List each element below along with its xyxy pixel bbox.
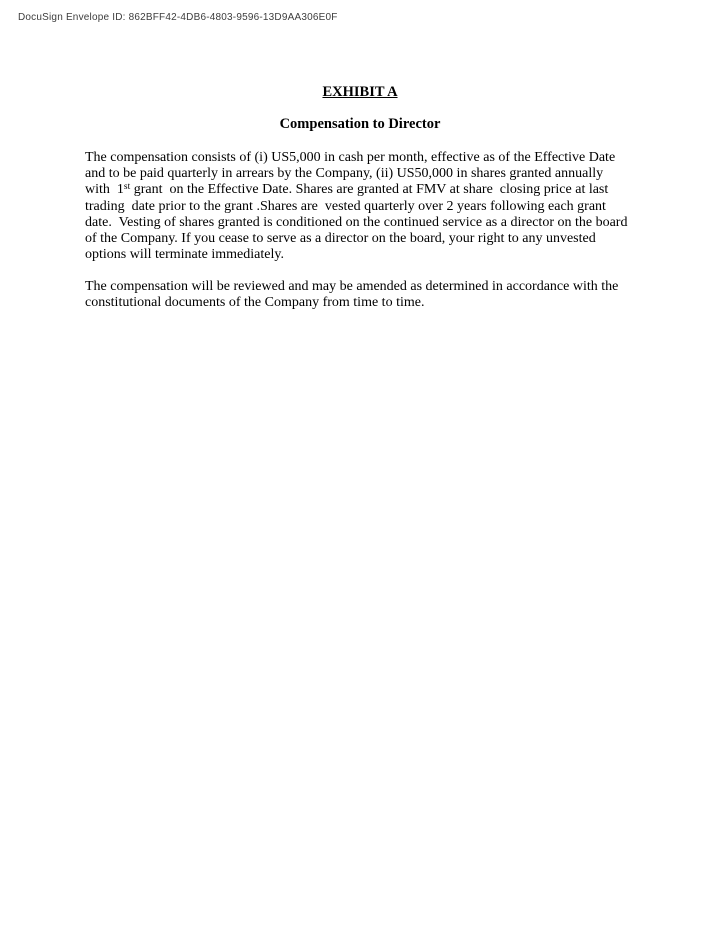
paragraph-2 xyxy=(85,279,665,311)
paragraph-1-line xyxy=(85,182,665,199)
line3-text-before-superscript: with 1 xyxy=(85,182,124,197)
paragraph-2-line: constitutional documents of the Company from time to time. xyxy=(85,295,425,310)
document-body xyxy=(85,150,665,311)
paragraph-1 xyxy=(85,150,665,263)
paragraph-1-line: date. Vesting of shares granted is conditioned on the continued service as a director on the board xyxy=(85,215,628,230)
paragraph-spacer xyxy=(85,263,665,279)
paragraph-1-line: and to be paid quarterly in arrears by the Company, (ii) US50,000 in shares granted annually xyxy=(85,166,604,181)
line3-text-after-superscript: grant on the Effective Date. Shares are granted at FMV at share closing price at last xyxy=(130,182,609,197)
paragraph-1-line: options will terminate immediately. xyxy=(85,247,284,262)
paragraph-1-line: of the Company. If you cease to serve as a director on the board, your right to any unvested xyxy=(85,231,596,246)
exhibit-title: EXHIBIT A xyxy=(322,84,398,100)
ordinal-superscript: st xyxy=(123,181,131,192)
document-subtitle: Compensation to Director xyxy=(279,116,441,132)
paragraph-2-line: The compensation will be reviewed and may be amended as determined in accordance with the xyxy=(85,279,619,294)
paragraph-1-line: The compensation consists of (i) US5,000 in cash per month, effective as of the Effective Date xyxy=(85,150,616,165)
paragraph-1-line: trading date prior to the grant .Shares are vested quarterly over 2 years following each grant xyxy=(85,199,606,214)
docusign-envelope-id: DocuSign Envelope ID: 862BFF42-4DB6-4803-9596-13D9AA306E0F xyxy=(18,12,338,23)
